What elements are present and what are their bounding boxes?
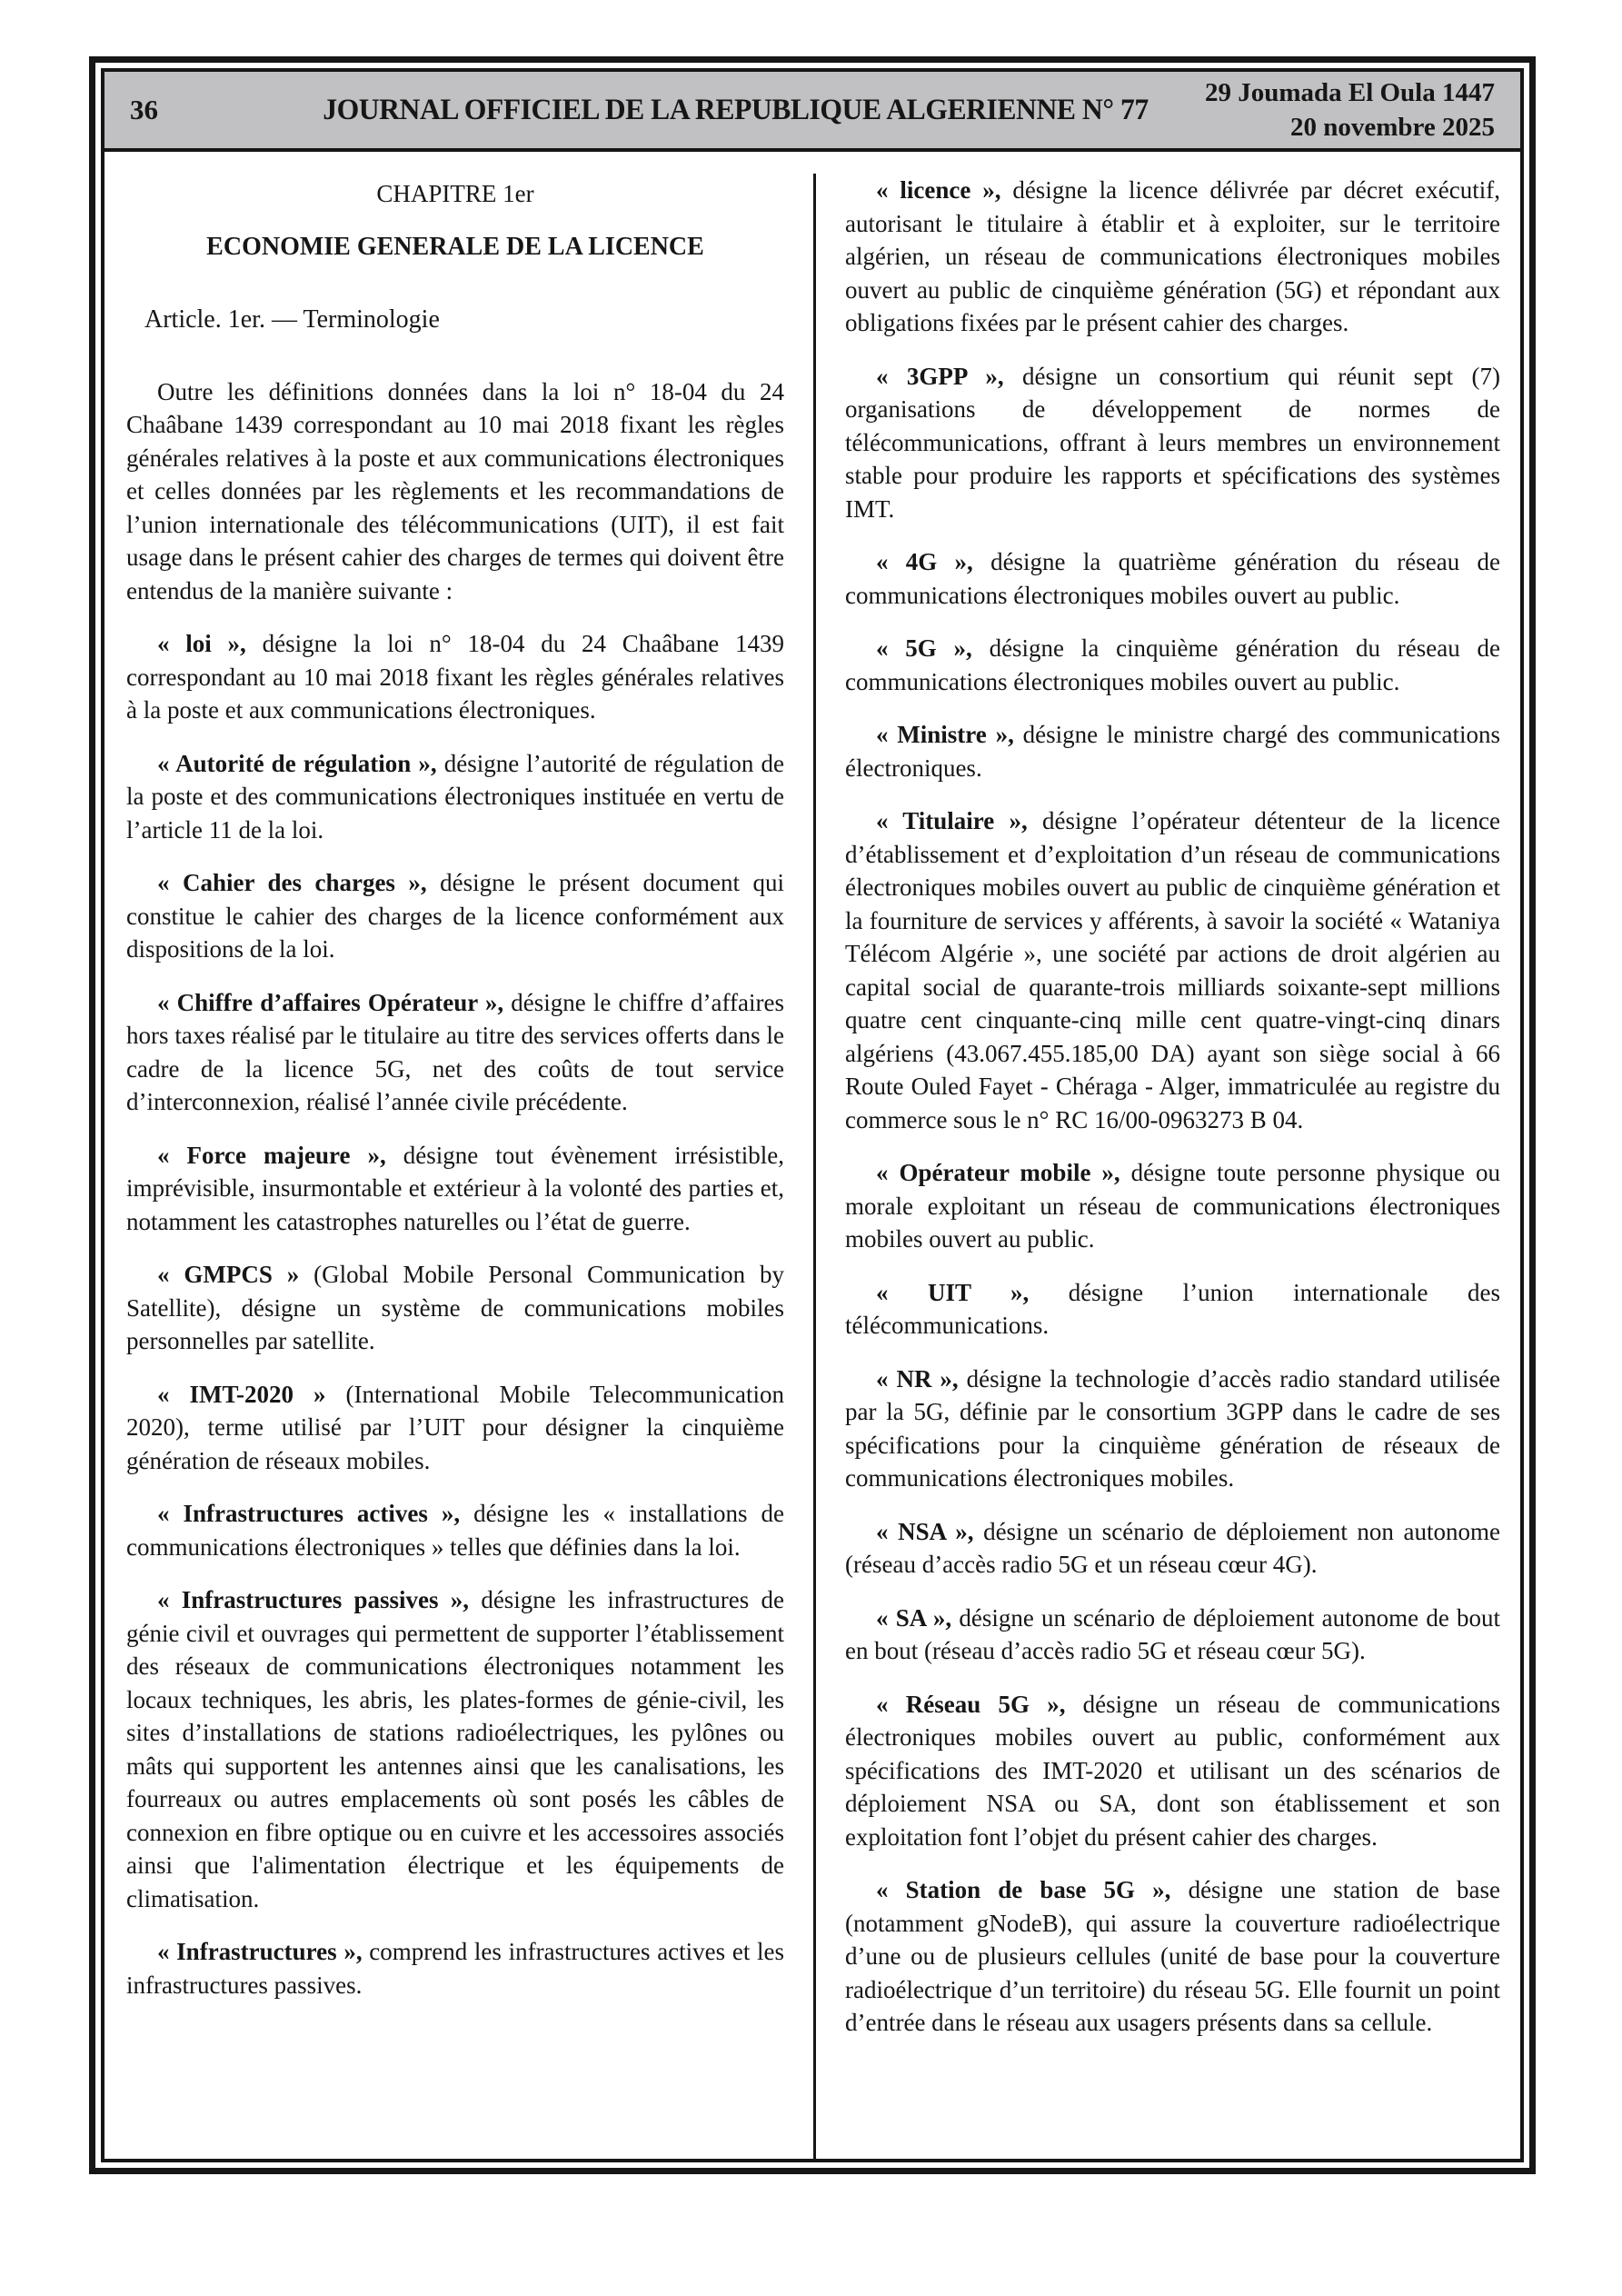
definition-text: désigne la cinquième génération du réseau de communications électroniques mobiles ouvert au public. [845,634,1500,695]
definition-term: « licence », [876,176,1001,204]
definition-term: « loi », [157,630,246,657]
definition-text: désigne la licence délivrée par décret exécutif, autorisant le titulaire à établir et à exploiter, sur le territoire algérien, un réseau de communications électroniques mobiles ouvert au public de cinquième génération (5G) et répondant aux obligations fixées par le présent cahier des charges. [845,176,1500,336]
chapter-title: ECONOMIE GENERALE DE LA LICENCE [206,232,704,261]
definition-paragraph [845,174,1500,340]
definition-text: désigne les « installations de communications électroniques » telles que définies dans la loi. [126,1500,784,1561]
definition-text: (International Mobile Telecommunication 2020), terme utilisé par l’UIT pour désigner la cinquième génération de réseaux mobiles. [126,1380,784,1474]
definition-paragraph [126,747,784,847]
definition-paragraph [126,866,784,966]
definition-text: désigne les infrastructures de génie civil et ouvrages qui permettent de supporter l’établissement des réseaux de communications électroniques notamment les locaux techniques, les abris, les plates-formes de génie-civil, les sites d’installations de stations radioélectriques, les pylônes ou mâts qui supportent les antennes ainsi que les canalisations, les fourreaux ou autres emplacements où sont posés les câbles de connexion en fibre optique ou en cuivre et les accessoires associés ainsi que l'alimentation électrique et les équipements de climatisation. [126,1586,784,1912]
definition-paragraph [845,1688,1500,1854]
issue-date [1205,75,1495,145]
definition-paragraph [126,1935,784,2002]
definition-term: « Titulaire », [876,807,1028,834]
definition-text: (Global Mobile Personal Communication by Satellite), désigne un système de communications mobiles personnelles par satellite. [126,1261,784,1354]
definition-paragraph [845,804,1500,1136]
definition-term: « 3GPP », [876,362,1004,390]
definition-paragraph [845,545,1500,612]
definition-paragraph [126,1139,784,1239]
definition-term: « IMT-2020 » [157,1380,326,1408]
definition-term: « Chiffre d’affaires Opérateur », [157,988,504,1016]
definition-paragraph [845,1276,1500,1343]
definition-text: désigne l’union internationale des télécommunications. [845,1278,1500,1339]
definition-text: désigne tout évènement irrésistible, imprévisible, insurmontable et extérieur à la volonté des parties et, notamment les catastrophes naturelles ou l’état de guerre. [126,1141,784,1235]
definition-text: désigne toute personne physique ou morale exploitant un réseau de communications électroniques mobiles ouvert au public. [845,1159,1500,1253]
definition-term: « Force majeure », [157,1141,386,1169]
page-header [104,72,1520,152]
definition-text: désigne le chiffre d’affaires hors taxes réalisé par le titulaire au titre des services offerts dans le cadre de la licence 5G, net des coûts de tout service d’interconnexion, réalisé l’année civile précédente. [126,988,784,1115]
definition-term: « 4G », [876,548,973,575]
definition-term: « Ministre », [876,721,1014,748]
definition-paragraph [126,1378,784,1478]
definition-text: comprend les infrastructures actives et les infrastructures passives. [126,1938,784,1999]
chapter-heading: CHAPITRE 1er [376,180,534,207]
definition-text: désigne une station de base (notamment gNodeB), qui assure la couverture radioélectrique d’une ou de plusieurs cellules (unité de base pour la couverture radioélectrique d’un territoire) du réseau 5G. Elle fournit un point d’entrée dans le réseau aux usagers présents dans sa cellule. [845,1876,1501,2036]
definition-term: « Infrastructures passives », [157,1586,470,1613]
intro-paragraph: Outre les définitions données dans la loi n° 18-04 du 24 Chaâbane 1439 correspondant au 10 mai 2018 fixant les règles générales relatives à la poste et aux communications électroniques et celles données par les règlements et les recommandations de l’union internationale des télécommunications (UIT), il est fait usage dans le présent cahier des charges de termes qui doivent être entendus de la manière suivante : [126,377,784,604]
definition-paragraph [126,627,784,727]
right-column [813,174,1500,2159]
definition-text: désigne la quatrième génération du réseau de communications électroniques mobiles ouvert au public. [845,548,1500,609]
definition-term: « Autorité de régulation », [157,749,437,777]
page-outer-frame [89,56,1536,2174]
issue-date-gregorian: 20 novembre 2025 [1289,113,1495,142]
issue-date-hijri: 29 Joumada El Oula 1447 [1204,78,1495,107]
definition-term: « 5G », [876,634,972,662]
definition-text: désigne un réseau de communications électroniques mobiles ouvert au public, conformément aux spécifications des IMT-2020 et utilisant un des scénarios de déploiement NSA ou SA, dont son établissement et son exploitation font l’objet du présent cahier des charges. [845,1690,1500,1851]
definition-text: désigne la technologie d’accès radio standard utilisée par la 5G, définie par le consortium 3GPP dans le cadre de ses spécifications pour la cinquième génération de réseaux de communications électroniques mobiles. [845,1364,1501,1492]
definition-paragraph [845,718,1500,784]
definition-text: désigne l’opérateur détenteur de la licence d’établissement et d’exploitation d’un réseau de communications électroniques mobiles ouvert au public de cinquième génération et la fourniture de services y afférents, à savoir la société « Wataniya Télécom Algérie », une société par actions de droit algérien au capital social de quarante-trois milliards soixante-sept millions quatre cent cinquante-cinq mille cent quatre-vingt-cinq dinars algériens (43.067.455.185,00 DA) ayant son siège social à 66 Route Ouled Fayet - Chéraga - Alger, immatriculée au registre du commerce sous le n° RC 16/00-0963273 B 04. [845,807,1500,1133]
definition-term: « NSA », [876,1517,974,1545]
definition-text: désigne un scénario de déploiement autonome de bout en bout (réseau d’accès radio 5G et réseau cœur 5G). [845,1603,1500,1664]
definition-text: désigne l’autorité de régulation de la poste et des communications électroniques instituée en vertu de l’article 11 de la loi. [126,749,784,844]
definition-text: désigne un scénario de déploiement non autonome (réseau d’accès radio 5G et un réseau cœur 4G). [845,1517,1500,1578]
article-heading: Article. 1er. — Terminologie [144,305,440,334]
definition-text: désigne le ministre chargé des communications électroniques. [845,721,1500,782]
definition-paragraph [845,1156,1500,1256]
definition-term: « Réseau 5G », [876,1690,1066,1718]
definition-term: « NR », [876,1364,959,1393]
definition-term: « Opérateur mobile », [876,1159,1120,1186]
definition-paragraph [126,986,784,1119]
page-number: 36 [130,94,158,125]
definition-paragraph [845,1873,1500,2040]
definition-term: « Infrastructures », [157,1938,363,1965]
definition-text: désigne un consortium qui réunit sept (7) organisations de développement de normes de télécommunications, offrant à leurs membres un environnement stable pour produire les rapports et spécifications des systèmes IMT. [845,362,1501,523]
definition-term: « Cahier des charges », [157,869,427,896]
definition-paragraph [845,1363,1500,1495]
page-inner-frame [101,68,1524,2162]
definition-paragraph [845,360,1500,526]
definition-paragraph [845,1515,1500,1582]
left-column [126,174,813,2159]
definition-text: désigne le présent document qui constitue le cahier des charges de la licence conformément aux dispositions de la loi. [126,869,784,963]
definition-paragraph [845,632,1500,698]
definition-paragraph [126,1583,784,1915]
definition-term: « UIT », [876,1278,1030,1306]
definition-paragraph [126,1497,784,1563]
page-content [104,152,1520,2159]
definition-paragraph [845,1602,1500,1668]
journal-title: JOURNAL OFFICIEL DE LA REPUBLIQUE ALGERIENNE N° 77 [323,93,1149,126]
definition-term: « Station de base 5G », [876,1876,1171,1903]
definition-paragraph [126,1258,784,1358]
definition-text: désigne la loi n° 18-04 du 24 Chaâbane 1439 correspondant au 10 mai 2018 fixant les règles générales relatives à la poste et aux communications électroniques. [126,630,784,724]
definition-term: « GMPCS » [157,1261,300,1288]
definition-term: « Infrastructures actives », [157,1500,461,1527]
definition-term: « SA », [876,1603,952,1632]
